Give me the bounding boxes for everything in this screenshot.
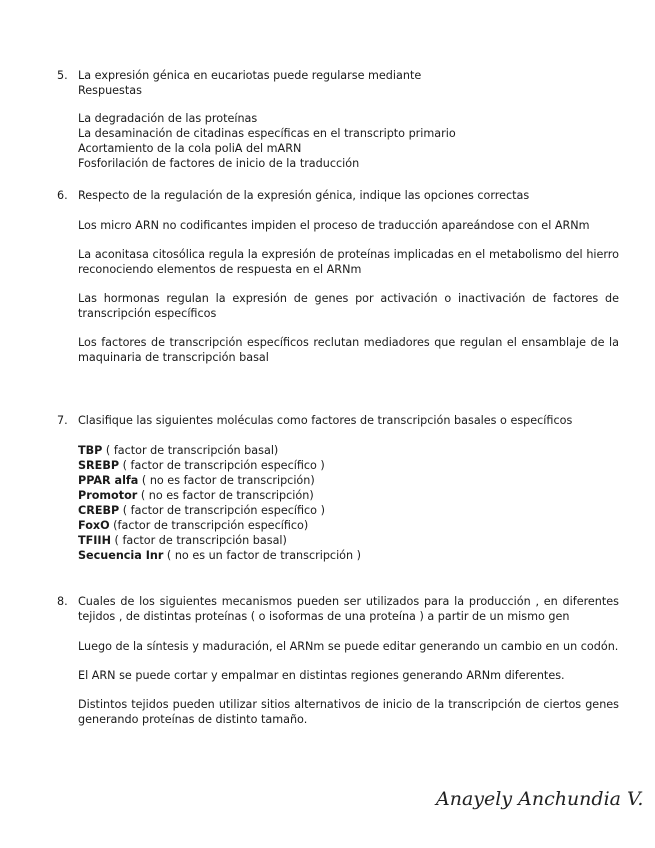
- option-text: Las hormonas regulan la expresión de genes por activación o inactivación de factores de transcripción específicos: [78, 292, 619, 320]
- molecule-class: ( factor de transcripción específico ): [119, 459, 325, 472]
- prompt-line: Respuestas: [78, 84, 142, 97]
- answer-item: Fosforilación de factores de inicio de la traducción: [78, 157, 360, 170]
- option-text: Los micro ARN no codificantes impiden el proceso de traducción apareándose con el ARNm: [78, 219, 590, 232]
- molecule-class: ( factor de transcripción basal): [102, 444, 279, 457]
- molecule-class: ( factor de transcripción basal): [110, 534, 287, 547]
- option-text: Distintos tejidos pueden utilizar sitios alternativos de inicio de la transcripción de ciertos genes generando proteínas de distinto tamaño.: [78, 698, 619, 726]
- question-number: 7.: [57, 414, 68, 427]
- molecule-class: (factor de transcripción específico): [109, 519, 309, 532]
- question-7: [57, 413, 619, 563]
- classification-item: [78, 443, 619, 458]
- molecule-class: ( no es factor de transcripción): [137, 489, 314, 502]
- question-6: [57, 188, 619, 365]
- molecule-class: ( no es factor de transcripción): [138, 474, 315, 487]
- molecule-class: ( factor de transcripción específico ): [119, 504, 325, 517]
- answer-item: Acortamiento de la cola poliA del mARN: [78, 142, 302, 155]
- option-text: La aconitasa citosólica regula la expresión de proteínas implicadas en el metabolismo del hierro reconociendo elementos de respuesta en el ARNm: [78, 248, 619, 276]
- classification-item: [78, 503, 619, 518]
- signature: Anayely Anchundia V.: [436, 788, 644, 810]
- molecule-name: FoxO: [78, 519, 110, 532]
- molecule-name: Secuencia Inr: [78, 549, 164, 562]
- molecule-name: PPAR alfa: [78, 474, 139, 487]
- question-prompt: Cuales de los siguientes mecanismos pueden ser utilizados para la producción , en diferentes tejidos , de distintas proteínas ( o isoformas de una proteína ) a partir de un mismo gen: [78, 595, 619, 623]
- question-prompt: Clasifique las siguientes moléculas como factores de transcripción basales o específicos: [78, 414, 573, 427]
- question-8: [57, 594, 619, 727]
- classification-item: [78, 533, 619, 548]
- answer-list: [78, 111, 619, 171]
- answer-item: La desaminación de citadinas específicas en el transcripto primario: [78, 127, 456, 140]
- option-text: El ARN se puede cortar y empalmar en distintas regiones generando ARNm diferentes.: [78, 669, 565, 682]
- molecule-name: Promotor: [78, 489, 138, 502]
- classification-item: [78, 488, 619, 503]
- option-text: Luego de la síntesis y maduración, el ARNm se puede editar generando un cambio en un codón.: [78, 640, 619, 653]
- classification-item: [78, 458, 619, 473]
- option-text: Los factores de transcripción específicos reclutan mediadores que regulan el ensamblaje de la maquinaria de transcripción basal: [78, 336, 619, 364]
- question-number: 5.: [57, 69, 68, 82]
- question-prompt: Respecto de la regulación de la expresión génica, indique las opciones correctas: [78, 189, 530, 202]
- question-number: 6.: [57, 189, 68, 202]
- classification-item: [78, 518, 619, 533]
- molecule-name: TFIIH: [78, 534, 111, 547]
- classification-list: [78, 443, 619, 563]
- question-prompt: [78, 68, 619, 98]
- molecule-name: SREBP: [78, 459, 120, 472]
- question-5: [57, 68, 619, 171]
- molecule-name: TBP: [78, 444, 103, 457]
- molecule-class: ( no es un factor de transcripción ): [163, 549, 362, 562]
- molecule-name: CREBP: [78, 504, 120, 517]
- classification-item: [78, 548, 619, 563]
- prompt-line: La expresión génica en eucariotas puede regularse mediante: [78, 69, 422, 82]
- question-number: 8.: [57, 595, 68, 608]
- answer-item: La degradación de las proteínas: [78, 112, 258, 125]
- classification-item: [78, 473, 619, 488]
